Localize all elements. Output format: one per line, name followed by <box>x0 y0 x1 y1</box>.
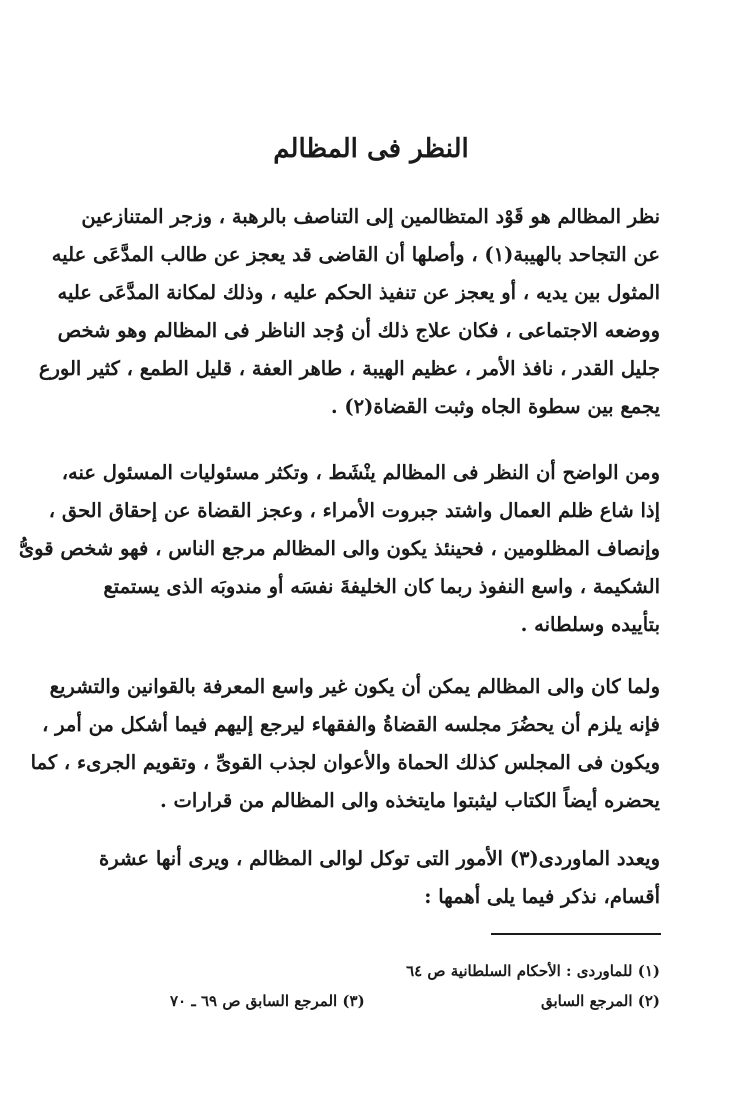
text-line: نظر المظالم هو قَوْد المتظالمين إلى التناصف بالرهبة ، وزجر المتنازعين <box>81 205 660 228</box>
paragraph-1 <box>38 198 660 426</box>
paragraph-4 <box>99 840 660 916</box>
text-line: عن التجاحد بالهيبة(١) ، وأصلها أن القاضى قد يعجز عن طالب المدَّعَى عليه <box>51 243 660 266</box>
paragraph-3 <box>30 668 660 820</box>
text-line: الشكيمة ، واسع النفوذ ربما كان الخليفةَ نفسَه أو مندوبَه الذى يستمتع <box>103 575 660 598</box>
footnote-divider <box>491 933 661 935</box>
page-title: النظر فى المظالم <box>273 134 469 164</box>
text-line: إذا شاع ظلم العمال واشتد جبروت الأمراء ، وعجز القضاة عن إحقاق الحق ، <box>48 499 660 522</box>
text-line: ومن الواضح أن النظر فى المظالم ينْشَط ، وتكثر مسئوليات المسئول عنه، <box>61 461 660 484</box>
text-line: أقسام، نذكر فيما يلى أهمها : <box>424 885 660 908</box>
text-line: ويكون فى المجلس كذلك الحماة والأعوان لجذب القوىِّ ، وتقويم الجرىء ، كما <box>30 751 660 774</box>
footnote-row-2 <box>150 986 660 1016</box>
text-line: جليل القدر ، نافذ الأمر ، عظيم الهيبة ، طاهر العفة ، قليل الطمع ، كثير الورع <box>38 357 660 380</box>
text-line: يجمع بين سطوة الجاه وثبت القضاة(٢) . <box>330 395 660 418</box>
text-line: ووضعه الاجتماعى ، فكان علاج ذلك أن وُجد الناظر فى المظالم وهو شخص <box>57 319 660 342</box>
footnote-1: (١) للماوردى : الأحكام السلطانية ص ٦٤ <box>406 962 660 980</box>
footnotes <box>150 956 660 1016</box>
paragraph-2 <box>18 454 660 644</box>
footnote-2: (٢) المرجع السابق <box>540 992 660 1010</box>
text-line: ولما كان والى المظالم يمكن أن يكون غير واسع المعرفة بالقوانين والتشريع <box>49 675 660 698</box>
text-line: يحضره أيضاً الكتاب ليثبتوا مايتخذه والى المظالم من قرارات . <box>159 789 660 812</box>
footnote-row-1 <box>150 956 660 986</box>
footnote-3: (٣) المرجع السابق ص ٦٩ ـ ٧٠ <box>170 992 365 1010</box>
text-line: ويعدد الماوردى(٣) الأمور التى توكل لوالى المظالم ، ويرى أنها عشرة <box>99 847 660 870</box>
text-line: فإنه يلزم أن يحضُرَ مجلسه القضاةُ والفقهاء ليرجع إليهم فيما أشكل من أمر ، <box>42 713 660 736</box>
text-line: بتأييده وسلطانه . <box>520 613 660 636</box>
text-line: المثول بين يديه ، أو يعجز عن تنفيذ الحكم عليه ، وذلك لمكانة المدَّعَى عليه <box>57 281 660 304</box>
text-line: وإنصاف المظلومين ، فحينئذ يكون والى المظالم مرجع الناس ، فهو شخص قوىُّ <box>18 537 660 560</box>
